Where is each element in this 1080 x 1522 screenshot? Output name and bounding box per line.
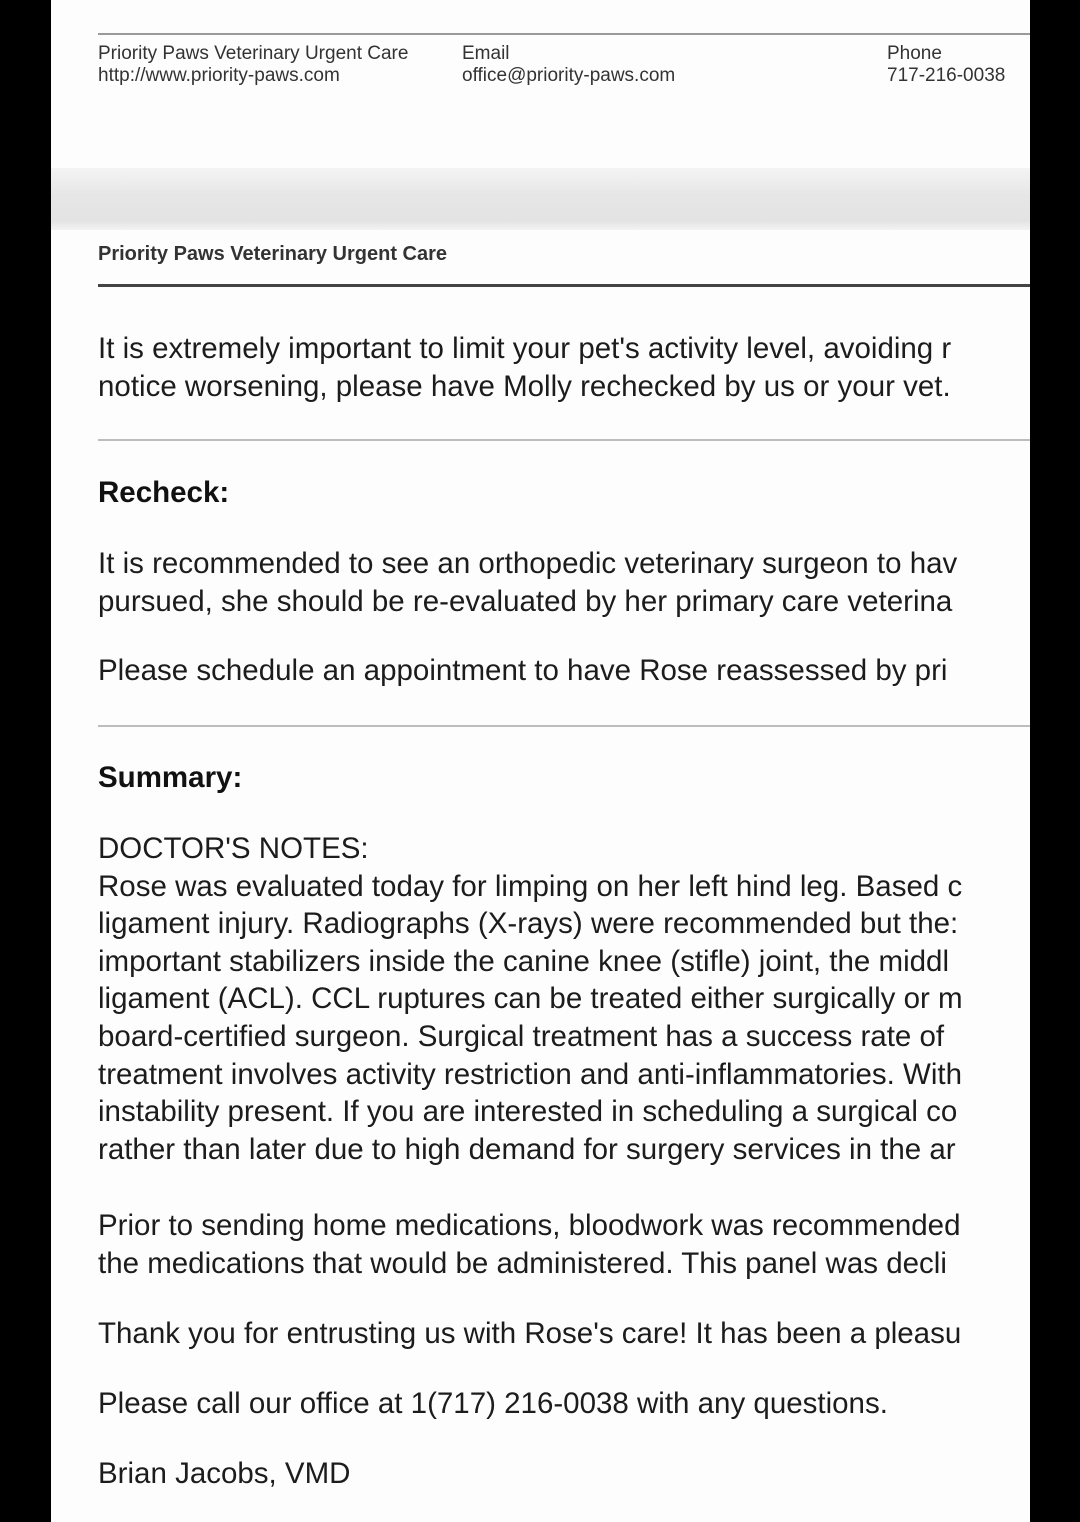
header-email-block [462, 43, 675, 87]
intro-line: notice worsening, please have Molly rechecked by us or your vet. [98, 369, 951, 403]
phone-label: Phone [887, 43, 942, 64]
email-label: Email [462, 43, 510, 64]
intro-line: It is extremely important to limit your pet's activity level, avoiding r [98, 332, 952, 365]
recheck-schedule-text: Please schedule an appointment to have Rose reassessed by pri [98, 654, 948, 687]
header-clinic-block [98, 43, 408, 87]
email-link[interactable]: office@priority-paws.com [462, 65, 676, 86]
document-page [51, 0, 1030, 1522]
recheck-line: pursued, she should be re-evaluated by her primary care veterina [98, 584, 953, 618]
notes-line: Rose was evaluated today for limping on her left hind leg. Based c [98, 869, 963, 903]
header-website-link[interactable]: http://www.priority-paws.com [98, 65, 340, 86]
phone-number[interactable]: 717-216-0038 [887, 65, 1006, 86]
page-break-band [51, 168, 1030, 230]
doctors-notes [98, 830, 963, 1168]
bloodwork-line: the medications that would be administered. This panel was decli [98, 1246, 947, 1280]
doctors-notes-label: DOCTOR'S NOTES: [98, 832, 369, 865]
notes-line: important stabilizers inside the canine knee (stifle) joint, the middl [98, 944, 949, 978]
bloodwork-line: Prior to sending home medications, bloodwork was recommended [98, 1209, 961, 1242]
recheck-line: It is recommended to see an orthopedic veterinary surgeon to hav [98, 547, 958, 580]
notes-line: instability present. If you are interested in scheduling a surgical co [98, 1095, 958, 1129]
intro-paragraph [98, 330, 951, 405]
call-office-text: Please call our office at 1(717) 216-0038 with any questions. [98, 1387, 888, 1420]
section-title: Priority Paws Veterinary Urgent Care [98, 243, 448, 265]
signature: Brian Jacobs, VMD [98, 1457, 351, 1490]
notes-line: ligament injury. Radiographs (X-rays) were recommended but the: [98, 907, 959, 941]
recheck-heading: Recheck: [98, 476, 230, 509]
header-clinic-name: Priority Paws Veterinary Urgent Care [98, 43, 409, 64]
notes-line: treatment involves activity restriction and anti-inflammatories. With [98, 1057, 962, 1091]
recheck-paragraph [98, 545, 957, 620]
thank-you-text: Thank you for entrusting us with Rose's care! It has been a pleasu [98, 1317, 962, 1350]
divider-rule [98, 725, 1030, 727]
bloodwork-paragraph [98, 1207, 961, 1282]
header-phone-block [887, 43, 1005, 87]
header-rule [98, 33, 1030, 35]
section-title-rule [98, 284, 1030, 287]
notes-line: board-certified surgeon. Surgical treatment has a success rate of [98, 1019, 945, 1053]
summary-heading: Summary: [98, 761, 243, 794]
notes-line: ligament (ACL). CCL ruptures can be treated either surgically or m [98, 982, 963, 1016]
divider-rule [98, 439, 1030, 441]
notes-line: rather than later due to high demand for surgery services in the ar [98, 1132, 956, 1166]
